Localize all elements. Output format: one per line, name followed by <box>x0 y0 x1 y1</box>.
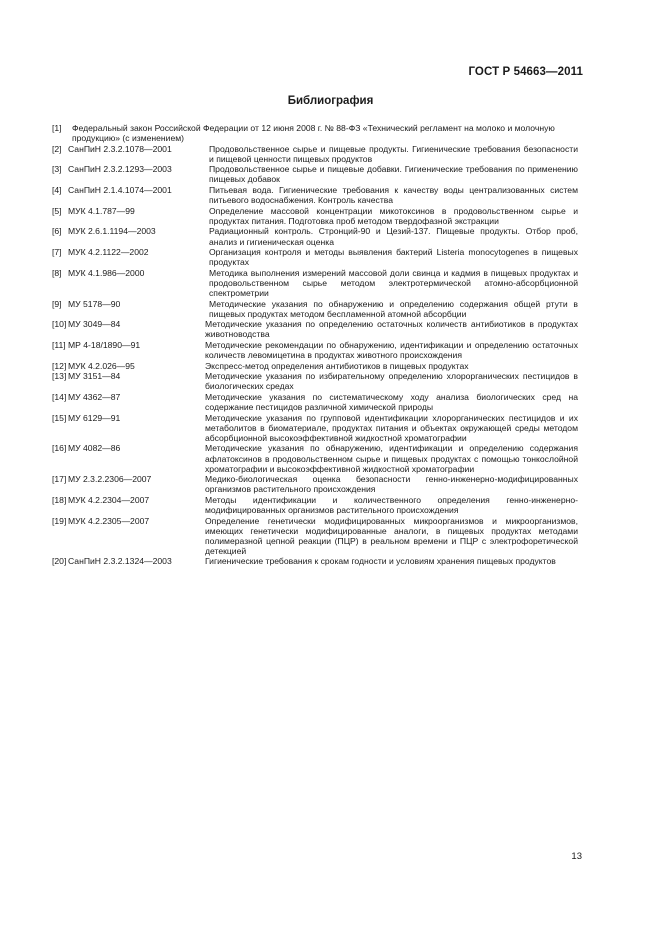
entry-document-code: МУ 4362—87 <box>68 391 121 402</box>
entry-title: Методы идентификации и количественного определения генно-инженерно-модифицированных организмов растительного происхождения <box>205 494 578 515</box>
entry-title: Методические указания по определению остаточных количеств антибиотиков в продуктах животноводства <box>205 319 578 340</box>
entry-title: Методические рекомендации по обнаружению, идентификации и определению остаточных количеств левомицетина в продуктах животного происхождения <box>205 339 578 361</box>
bibliography-entry <box>52 495 578 515</box>
entry-document-code: МУК 4.2.1122—2002 <box>68 247 149 258</box>
bibliography-entry <box>52 123 578 143</box>
entry-number: [17] <box>52 474 67 485</box>
entry-number: [10] <box>52 319 67 330</box>
entry-number: [5] <box>52 205 62 216</box>
bibliography-entry <box>52 268 578 298</box>
entry-number: [18] <box>52 494 67 505</box>
entry-document-code: СанПиН 2.3.2.1078—2001 <box>68 143 172 154</box>
entry-title: Продовольственное сырье и пищевые добавки. Гигиенические требования по применению пищевых добавок <box>209 164 578 185</box>
entry-title: Медико-биологическая оценка безопасности генно-инженерно-модифицированных организмов растительного происхождения <box>205 474 578 495</box>
entry-document-code: МУ 5178—90 <box>68 298 121 309</box>
entry-document-code: СанПиН 2.3.2.1293—2003 <box>68 164 172 175</box>
entry-number: [13] <box>52 371 67 382</box>
entry-title: Радиационный контроль. Стронций-90 и Цезий-137. Пищевые продукты. Отбор проб, анализ и гигиеническая оценка <box>209 226 578 247</box>
entry-title: Продовольственное сырье и пищевые продукты. Гигиенические требования безопасности и пищевой ценности пищевых продуктов <box>209 143 578 164</box>
entry-number: [11] <box>52 339 66 350</box>
entry-title: Методические указания по групповой идентификации хлорорганических пестицидов и их метаболитов в биоматериале, продуктах питания и объектах окружающей среды методом абсорбционной высокоэффективной жидкостной хроматографии <box>205 412 578 443</box>
entry-title: Методика выполнения измерений массовой доли свинца и кадмия в пищевых продуктах и продовольственном сырье методом электротермической атомно-абсорбционной спектрометрии <box>209 267 578 298</box>
entry-document-code: МУ 6129—91 <box>68 412 121 423</box>
bibliography-entry <box>52 164 578 184</box>
entry-number: [4] <box>52 185 62 196</box>
entry-document-code: МУК 4.1.787—99 <box>68 205 135 216</box>
bibliography-entry <box>52 144 578 164</box>
entry-title: Определение массовой концентрации микотоксинов в продовольственном сырье и продуктах питания. Подготовка проб методом твердофазной экстракции <box>209 205 578 226</box>
entry-number: [16] <box>52 443 67 454</box>
entry-document-code: СанПиН 2.3.2.1324—2003 <box>68 556 172 567</box>
entry-number: [14] <box>52 391 67 402</box>
entry-number: [12] <box>52 360 67 371</box>
entry-title: Определение генетически модифицированных микроорганизмов и микроорганизмов, имеющих генетически модифицированные аналоги, в пищевых продуктах методами полимеразной цепной реакции (ПЦР) в реальном времени и ПЦР с электрофоретической детекцией <box>205 515 578 556</box>
bibliography-entry <box>52 319 578 339</box>
entry-number: [15] <box>52 412 67 423</box>
entry-number: [19] <box>52 515 67 526</box>
entry-document-code: МУ 2.3.2.2306—2007 <box>68 474 152 485</box>
bibliography-entry <box>52 516 578 556</box>
page-number: 13 <box>571 851 582 862</box>
entry-title: Гигиенические требования к срокам годности и условиям хранения пищевых продуктов <box>205 556 556 567</box>
bibliography-entry <box>52 340 578 360</box>
bibliography-entry <box>52 371 578 391</box>
entry-document-code: МР 4-18/1890—91 <box>68 339 141 350</box>
bibliography-entry <box>52 474 578 494</box>
bibliography-entry <box>52 206 578 226</box>
bibliography-entry <box>52 247 578 267</box>
bibliography-entry <box>52 556 578 566</box>
entry-title: Методические указания по обнаружению и определению содержания общей ртути в пищевых продуктах методом беспламенной атомной абсорбции <box>209 298 578 319</box>
entry-document-code: МУ 4082—86 <box>68 443 121 454</box>
entry-document-code: МУК 4.2.2304—2007 <box>68 494 150 505</box>
entry-title: Методические указания по избирательному определению хлорорганических пестицидов в биологических средах <box>205 371 578 392</box>
entry-number: [20] <box>52 556 67 567</box>
entry-number: [7] <box>52 247 62 258</box>
bibliography-entry <box>52 361 578 371</box>
bibliography-entry <box>52 185 578 205</box>
bibliography-entry <box>52 392 578 412</box>
entry-document-code: МУК 4.1.986—2000 <box>68 267 145 278</box>
entry-document-code: МУ 3151—84 <box>68 371 121 382</box>
entry-title: Питьевая вода. Гигиенические требования к качеству воды централизованных систем питьевого водоснабжения. Контроль качества <box>209 185 578 206</box>
entry-number: [8] <box>52 267 62 278</box>
bibliography-entry <box>52 226 578 246</box>
entry-title: Организация контроля и методы выявления бактерий Listeria monocytogenes в пищевых продуктах <box>209 247 578 268</box>
entry-title: Методические указания по обнаружению, идентификации и определению содержания афлатоксинов в продовольственном сырье и пищевых продуктах с помощью тонкослойной хроматографии и высокоэффективной жидкостной хроматографии <box>205 443 578 474</box>
entry-number: [9] <box>52 298 62 309</box>
entry-title: Экспресс-метод определения антибиотиков в пищевых продуктах <box>205 360 469 371</box>
entry-document-code: МУК 2.6.1.1194—2003 <box>68 226 156 237</box>
entry-number: [6] <box>52 226 62 237</box>
entry-document-code: МУ 3049—84 <box>68 319 121 330</box>
page-title: Библиография <box>287 95 374 107</box>
entry-title: Методические указания по систематическому ходу анализа биологических сред на содержание пестицидов различной химической природы <box>205 391 578 413</box>
entry-document-code: МУК 4.2.026—95 <box>68 360 135 371</box>
bibliography-entry <box>52 413 578 443</box>
bibliography-entry <box>52 299 578 319</box>
entry-number: [3] <box>52 164 62 175</box>
standard-number: ГОСТ Р 54663—2011 <box>468 66 583 78</box>
entry-title: Федеральный закон Российской Федерации от 12 июня 2008 г. № 88-ФЗ «Технический регламент на молоко и молочную продукцию» (с изменением) <box>72 123 555 144</box>
entry-document-code: МУК 4.2.2305—2007 <box>68 515 150 526</box>
entry-number: [2] <box>52 143 62 154</box>
bibliography-list <box>52 123 578 567</box>
entry-document-code: СанПиН 2.1.4.1074—2001 <box>68 185 172 196</box>
bibliography-entry <box>52 443 578 473</box>
entry-number: [1] <box>52 123 62 133</box>
